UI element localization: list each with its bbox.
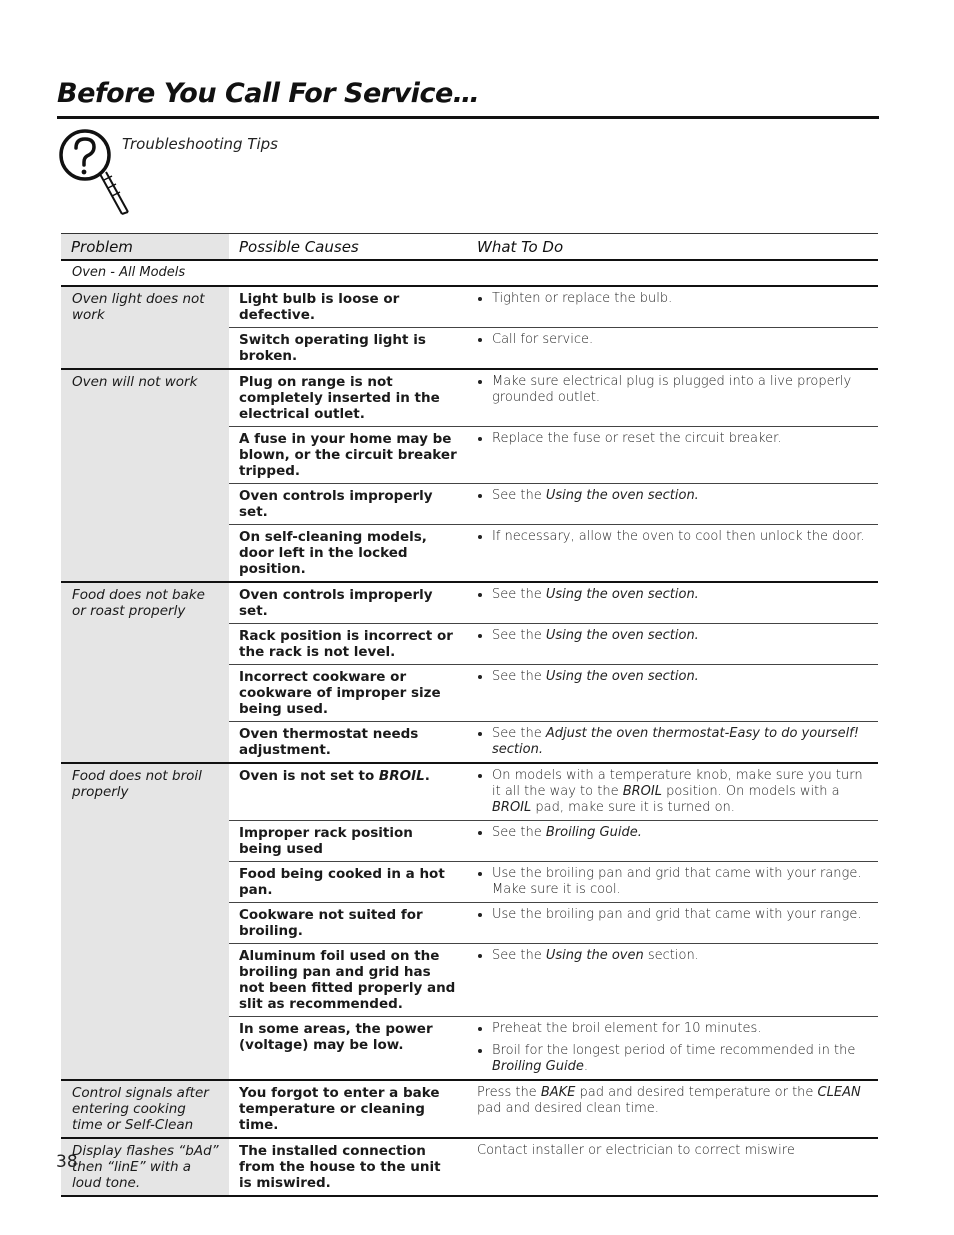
remedy-list <box>477 1021 868 1075</box>
table-body <box>61 260 878 1196</box>
what-to-do-cell <box>467 624 878 665</box>
cause-cell: Oven controls improperly set. <box>229 582 467 624</box>
header-possible-causes: Possible Causes <box>229 234 467 261</box>
cause-cell: Incorrect cookware or cookware of improper size being used. <box>229 665 467 722</box>
remedy-item: • See the Using the oven section. <box>492 628 868 644</box>
section-subtitle: Troubleshooting Tips <box>122 135 278 153</box>
remedy-item: • Call for service. <box>492 332 868 348</box>
cause-cell: You forgot to enter a bake temperature or cleaning time. <box>229 1080 467 1138</box>
remedy-item: • If necessary, allow the oven to cool then unlock the door. <box>492 529 868 545</box>
remedy-list <box>477 726 868 758</box>
cause-cell: A fuse in your home may be blown, or the circuit breaker tripped. <box>229 427 467 484</box>
what-to-do-cell <box>467 944 878 1017</box>
what-to-do-cell <box>467 1080 878 1138</box>
cause-cell: Oven thermostat needs adjustment. <box>229 722 467 764</box>
table-row <box>61 369 878 427</box>
cause-cell: The installed connection from the house to the unit is miswired. <box>229 1138 467 1196</box>
remedy-list <box>477 866 868 898</box>
remedy-text: Contact installer or electrician to correct miswire <box>477 1143 795 1158</box>
what-to-do-cell <box>467 821 878 862</box>
remedy-item: • Make sure electrical plug is plugged into a live properly grounded outlet. <box>492 374 868 406</box>
cause-cell: Oven controls improperly set. <box>229 484 467 525</box>
remedy-list <box>477 431 868 447</box>
what-to-do-cell <box>467 862 878 903</box>
remedy-list <box>477 529 868 545</box>
remedy-item: • Broil for the longest period of time recommended in the Broiling Guide. <box>492 1043 868 1075</box>
cause-cell: Plug on range is not completely inserted in the electrical outlet. <box>229 369 467 427</box>
cause-cell: Cookware not suited for broiling. <box>229 903 467 944</box>
header-problem: Problem <box>61 234 229 261</box>
title-rule <box>57 116 879 119</box>
section-row <box>61 260 878 286</box>
remedy-item: • See the Using the oven section. <box>492 948 868 964</box>
remedy-list <box>477 332 868 348</box>
cause-cell: Oven is not set to BROIL. <box>229 763 467 821</box>
problem-cell: Oven light does not work <box>61 286 229 369</box>
table-row <box>61 286 878 328</box>
cause-cell: On self-cleaning models, door left in the locked position. <box>229 525 467 583</box>
page-title: Before You Call For Service… <box>57 78 480 109</box>
table-row <box>61 763 878 821</box>
what-to-do-cell <box>467 328 878 370</box>
table-row <box>61 582 878 624</box>
section-label: Oven - All Models <box>61 260 878 286</box>
page-number: 38 <box>56 1152 78 1172</box>
what-to-do-cell <box>467 722 878 764</box>
cause-cell: Switch operating light is broken. <box>229 328 467 370</box>
remedy-list <box>477 291 868 307</box>
table-row <box>61 1138 878 1196</box>
remedy-item: • On models with a temperature knob, make sure you turn it all the way to the BROIL position. On models with a BROIL pad, make sure it is turned on. <box>492 768 868 816</box>
problem-cell: Control signals after entering cooking time or Self-Clean <box>61 1080 229 1138</box>
remedy-item: • See the Using the oven section. <box>492 587 868 603</box>
what-to-do-cell <box>467 665 878 722</box>
remedy-list <box>477 374 868 406</box>
remedy-item: • Use the broiling pan and grid that came with your range. Make sure it is cool. <box>492 866 868 898</box>
remedy-list <box>477 628 868 644</box>
remedy-list <box>477 669 868 685</box>
cause-cell: Aluminum foil used on the broiling pan and grid has not been fitted properly and slit as recommended. <box>229 944 467 1017</box>
table-header-row <box>61 234 878 261</box>
what-to-do-cell <box>467 582 878 624</box>
what-to-do-cell <box>467 369 878 427</box>
what-to-do-cell <box>467 1017 878 1081</box>
what-to-do-cell <box>467 525 878 583</box>
remedy-item: • See the Using the oven section. <box>492 488 868 504</box>
what-to-do-cell <box>467 1138 878 1196</box>
remedy-list <box>477 488 868 504</box>
cause-cell: Rack position is incorrect or the rack is not level. <box>229 624 467 665</box>
problem-cell: Display flashes “bAd” then “linE” with a loud tone. <box>61 1138 229 1196</box>
remedy-item: • See the Broiling Guide. <box>492 825 868 841</box>
cause-cell: Light bulb is loose or defective. <box>229 286 467 328</box>
problem-cell: Food does not bake or roast properly <box>61 582 229 763</box>
what-to-do-cell <box>467 903 878 944</box>
remedy-item: • Tighten or replace the bulb. <box>492 291 868 307</box>
problem-cell: Food does not broil properly <box>61 763 229 1080</box>
what-to-do-cell <box>467 427 878 484</box>
remedy-list <box>477 768 868 816</box>
cause-cell: Improper rack position being used <box>229 821 467 862</box>
table-row <box>61 1080 878 1138</box>
problem-cell: Oven will not work <box>61 369 229 582</box>
remedy-item: • See the Using the oven section. <box>492 669 868 685</box>
what-to-do-cell <box>467 484 878 525</box>
cause-cell: In some areas, the power (voltage) may be low. <box>229 1017 467 1081</box>
cause-cell: Food being cooked in a hot pan. <box>229 862 467 903</box>
header-what-to-do: What To Do <box>467 234 878 261</box>
remedy-item: • Replace the fuse or reset the circuit breaker. <box>492 431 868 447</box>
remedy-list <box>477 907 868 923</box>
troubleshooting-table <box>61 233 878 1197</box>
remedy-list <box>477 825 868 841</box>
remedy-list <box>477 587 868 603</box>
remedy-list <box>477 948 868 964</box>
remedy-item: • See the Adjust the oven thermostat-Easy to do yourself! section. <box>492 726 868 758</box>
what-to-do-cell <box>467 286 878 328</box>
remedy-item: • Use the broiling pan and grid that came with your range. <box>492 907 868 923</box>
what-to-do-cell <box>467 763 878 821</box>
remedy-item: • Preheat the broil element for 10 minutes. <box>492 1021 868 1037</box>
remedy-text: Press the BAKE pad and desired temperature or the CLEAN pad and desired clean time. <box>477 1085 861 1116</box>
